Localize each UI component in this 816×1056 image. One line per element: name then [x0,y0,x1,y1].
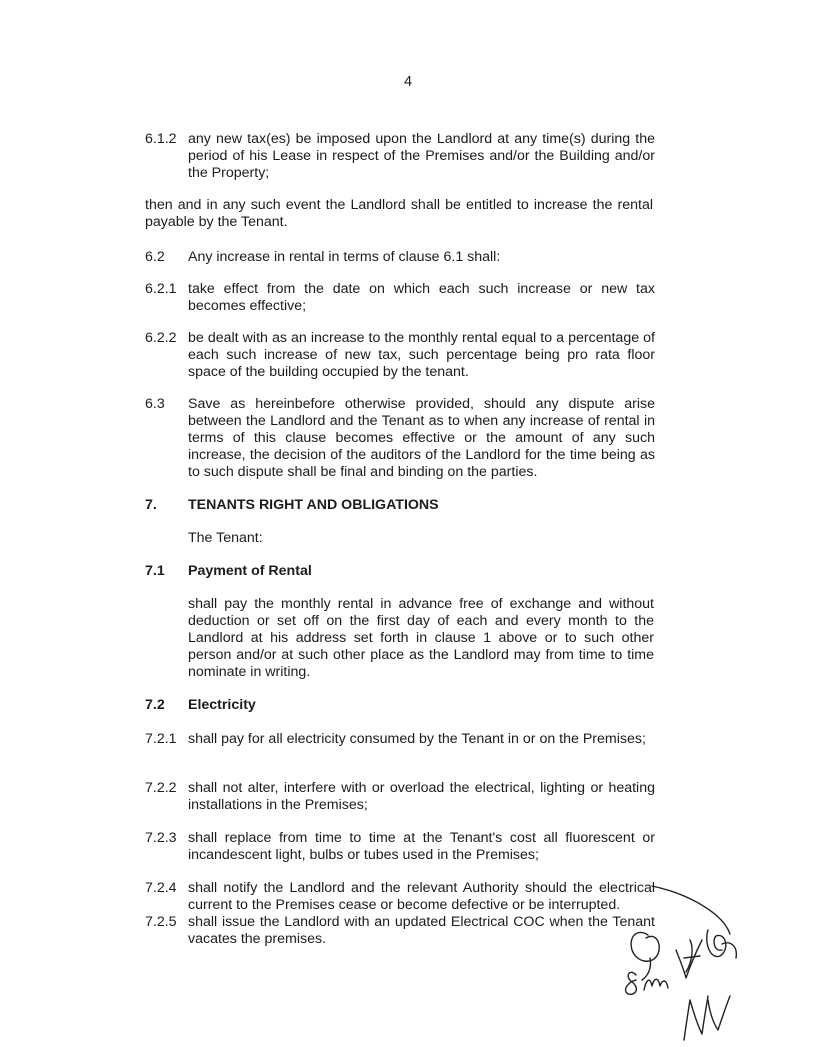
clause-number: 7.2.4 [145,880,177,896]
tenant-intro: The Tenant: [188,530,263,546]
clause-number: 6.1.2 [145,131,177,147]
clause-number: 6.2.2 [145,330,177,346]
clause-number: 7.2.3 [145,830,177,846]
clause-text: any new tax(es) be imposed upon the Landlord at any time(s) during the period of his Lease in respect of the Premises and/or the Building and/or the Property; [188,131,655,181]
clause-number: 7.2.2 [145,780,177,796]
clause-number: 7.2.1 [145,731,177,747]
clause-text: shall replace from time to time at the Tenant's cost all fluorescent or incandescent light, bulbs or tubes used in the Premises; [188,830,655,863]
clause-number: 7.2 [145,697,165,713]
clause-text: Any increase in rental in terms of clause 6.1 shall: [188,249,501,265]
clause-number: 7.1 [145,563,165,579]
section-number: 7. [145,497,157,513]
clause-text: take effect from the date on which each such increase or new tax becomes effective; [188,281,655,314]
clause-text: shall issue the Landlord with an updated Electrical COC when the Tenant vacates the premises. [188,914,655,947]
clause-number: 6.3 [145,396,165,412]
clause-number: 6.2.1 [145,281,177,297]
clause-title: Payment of Rental [188,563,312,579]
clause-number: 6.2 [145,249,165,265]
clause-7-1-body: shall pay the monthly rental in advance free of exchange and without deduction or set off on the first day of each and every month to the Landlord at his address set forth in clause 1 above or to such other person and/or at such other place as the Landlord may from time to time nominate in writing. [188,596,654,680]
clause-number: 7.2.5 [145,914,177,930]
then-paragraph: then and in any such event the Landlord shall be entitled to increase the rental payable by the Tenant. [145,197,653,230]
clause-text: shall notify the Landlord and the relevant Authority should the electrical current to the Premises cease or become defective or be interrupted. [188,880,655,913]
page-number: 4 [403,74,413,90]
clause-text: shall pay for all electricity consumed by the Tenant in or on the Premises; [188,731,646,747]
section-title: TENANTS RIGHT AND OBLIGATIONS [188,497,439,513]
clause-title: Electricity [188,697,256,713]
clause-text: Save as hereinbefore otherwise provided, should any dispute arise between the Landlord and the Tenant as to when any increase of rental in terms of this clause becomes effective or the amount of any such increase, the decision of the auditors of the Landlord for the time being as to such dispute shall be final and binding on the parties. [188,396,655,480]
clause-text: shall not alter, interfere with or overload the electrical, lighting or heating installations in the Premises; [188,780,655,813]
clause-text: be dealt with as an increase to the monthly rental equal to a percentage of each such increase of new tax, such percentage being pro rata floor space of the building occupied by the tenant. [188,330,655,380]
